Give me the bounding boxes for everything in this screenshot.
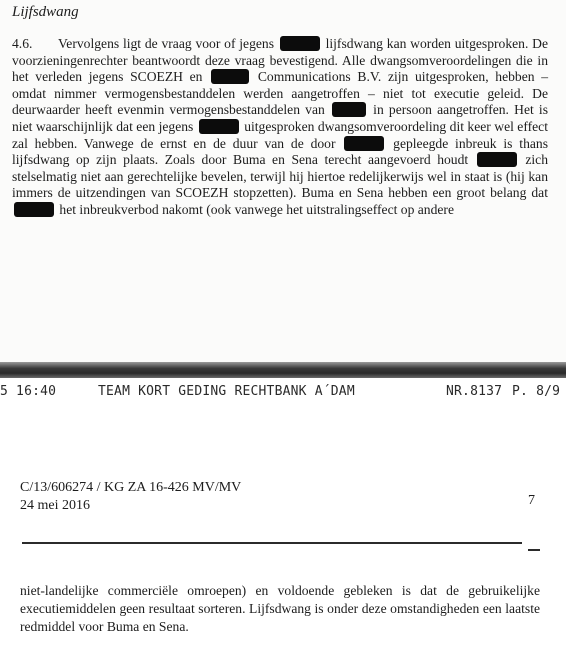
case-date: 24 mei 2016 <box>20 498 90 513</box>
paragraph-text-8: het inbreukverbod nakomt (ook vanwege het uitstralingseffect op andere <box>59 201 454 217</box>
paragraph-text-1: Vervolgens ligt de vraag voor of jegens <box>58 36 274 51</box>
redaction-block <box>14 202 54 217</box>
continuation-paragraph: niet-landelijke commerciële omroepen) en voldoende gebleken is dat de gebruikelijke executiemiddelen geen resultaat sorteren. Lijfsdwang is onder deze omstandigheden een laatste redmiddel voor Buma en Sena. <box>20 583 540 634</box>
fax-header <box>0 384 566 402</box>
paragraph-4-6 <box>12 36 548 219</box>
fax-sender: TEAM KORT GEDING RECHTBANK A´DAM <box>98 384 355 399</box>
fax-number: NR.8137 <box>446 384 503 399</box>
redaction-block <box>477 152 517 167</box>
paragraph-text-4: in persoon aangetroffen. Het is niet waarschijnlijk dat een jegens <box>12 102 548 134</box>
paragraph-text-2: lijfsdwang kan worden uitgesproken. De voorzieningenrechter beantwoordt deze vraag bevestigend. Alle dwangsomveroordelingen die in het verleden jegens SCOEZH en <box>12 36 548 85</box>
redaction-block <box>211 69 249 84</box>
section-heading: Lijfsdwang <box>12 4 79 20</box>
page-number: 7 <box>528 493 535 508</box>
case-number: C/13/606274 / KG ZA 16-426 MV/MV <box>20 480 242 495</box>
document-page-lower <box>0 378 566 648</box>
fax-time: 5 16:40 <box>0 384 57 399</box>
paragraph-text-5: uitgesproken dwangsomveroordeling dit keer wel effect zal hebben. Vanwege de ernst en de duur van de door <box>12 118 548 151</box>
paragraph-text-7: zich stelselmatig niet aan gerechtelijke bevelen, terwijl hij hiertoe redelijkerwijs wel in staat is (hij kan immers de uitzendingen van SCOEZH stopzetten). Buma en Sena hebben een groot belang dat <box>12 152 548 201</box>
paragraph-number: 4.6. <box>12 36 33 51</box>
header-rule <box>22 542 522 544</box>
redaction-block <box>199 119 239 134</box>
paragraph-text-6: gepleegde inbreuk is thans lijfsdwang op zijn plaats. Zoals door Buma en Sena terecht aangevoerd houdt <box>12 135 548 168</box>
redaction-block <box>280 36 320 51</box>
paragraph-text-3: Communications B.V. zijn uitgesproken, hebben – omdat nimmer vermogensbestanddelen werden aangetroffen – niet tot executie geleid. De deurwaarder heeft evenmin vermogensbestanddelen van <box>12 69 549 118</box>
header-rule-end <box>528 549 540 551</box>
page-divider <box>0 362 566 378</box>
fax-page: P. 8/9 <box>512 384 561 399</box>
redaction-block <box>344 136 384 151</box>
redaction-block <box>332 102 366 117</box>
